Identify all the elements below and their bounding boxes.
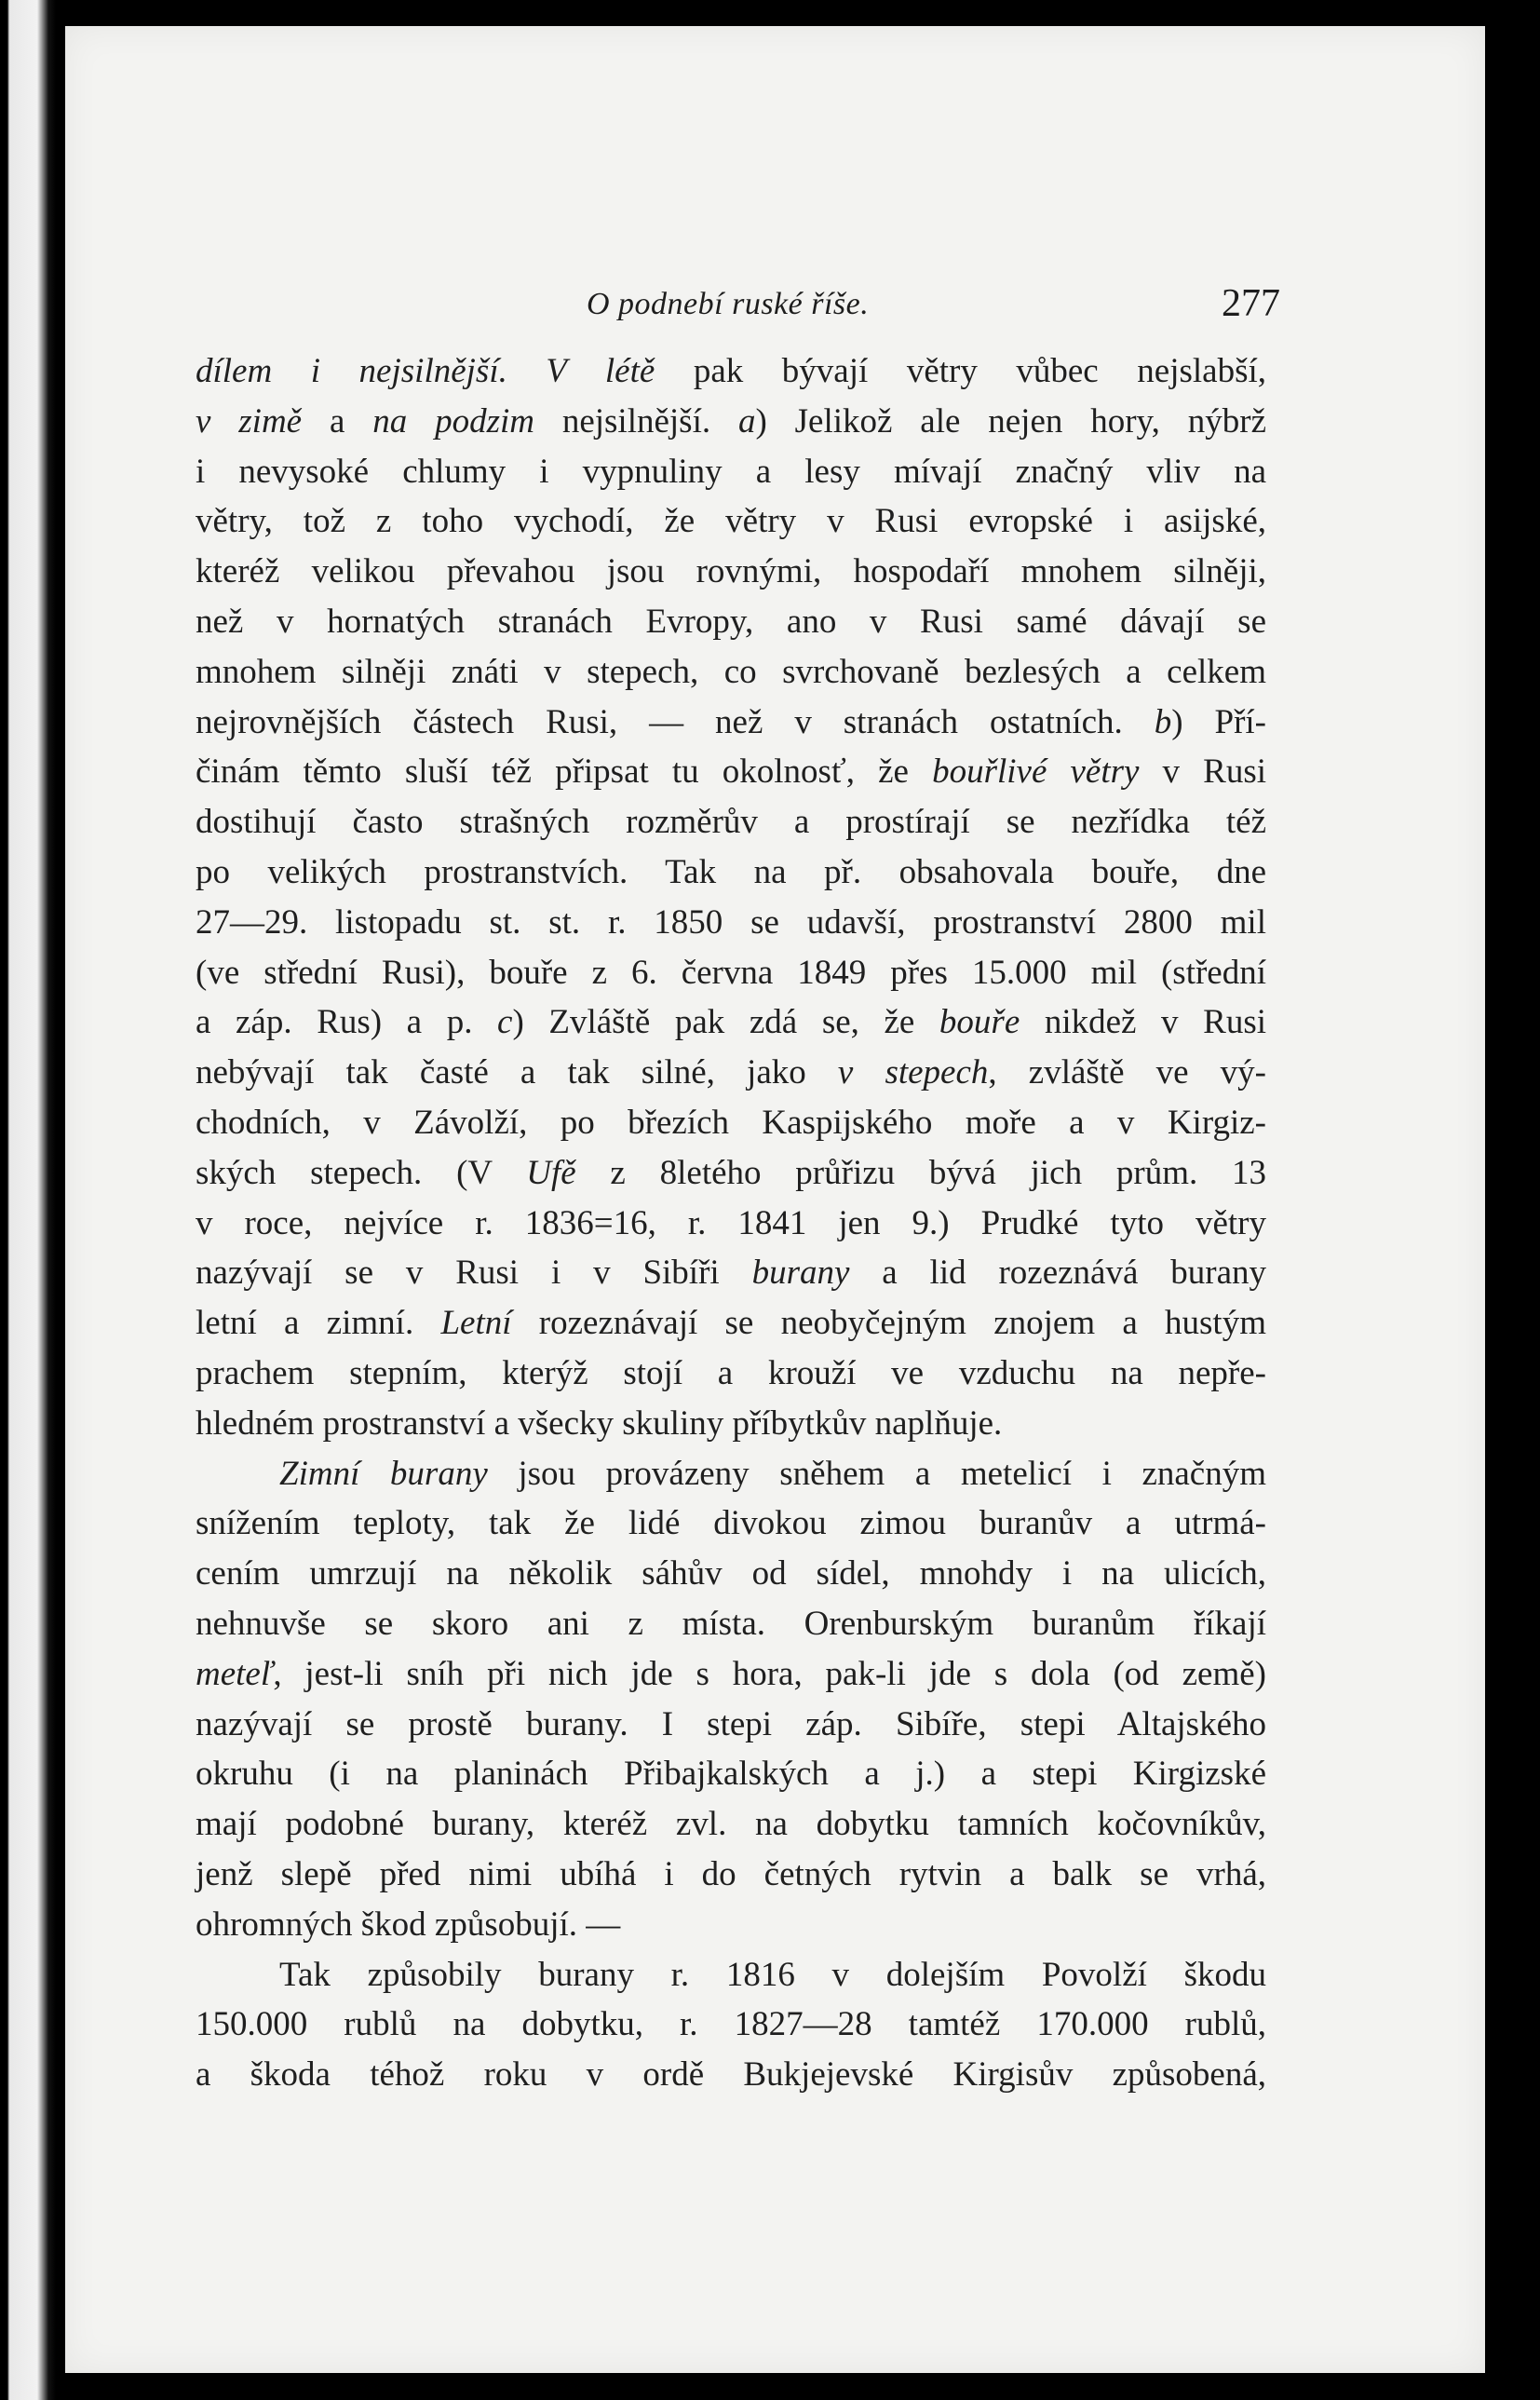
- text-segment: jsou provázeny sněhem a metelicí i značným: [487, 1454, 1266, 1493]
- text-segment: nebývají tak časté a tak silné, jako: [196, 1053, 838, 1092]
- page-number: 277: [1222, 282, 1280, 325]
- text-segment: letní a zimní.: [196, 1304, 441, 1343]
- italic-text: V létě: [546, 352, 655, 390]
- text-line: [196, 1449, 1266, 1499]
- running-title: O podnebí ruské říše.: [587, 287, 870, 321]
- text-line: [196, 847, 1266, 898]
- italic-text: burany: [751, 1254, 850, 1293]
- text-segment: (ve střední Rusi), bouře z 6. června 1849 přes 15.000 mil (střední: [196, 953, 1266, 992]
- text-line: [196, 1298, 1266, 1349]
- text-segment: pak bývají větry vůbec nejslabší,: [655, 352, 1267, 390]
- italic-text: v stepech: [837, 1053, 989, 1092]
- text-segment: chodních, v Závolží, po březích Kaspijského moře a v Kirgiz-: [196, 1103, 1266, 1142]
- text-line: [196, 1950, 1266, 2000]
- text-segment: z 8letého průřizu bývá jich prům. 13: [575, 1153, 1266, 1192]
- text-line: [196, 547, 1266, 597]
- text-line: [196, 1498, 1266, 1549]
- text-line: [196, 1399, 1266, 1449]
- text-segment: nazývají se prostě burany. I stepi záp. Sibíře, stepi Altajského: [196, 1704, 1266, 1743]
- text-segment: ) Zvláště pak zdá se, že: [512, 1003, 939, 1042]
- text-line: [196, 948, 1266, 998]
- text-line: [196, 597, 1266, 647]
- text-line: [196, 2000, 1266, 2050]
- text-line: [196, 346, 1266, 397]
- italic-text: a: [737, 401, 756, 441]
- text-line: [196, 1799, 1266, 1850]
- italic-text: bouře: [939, 1003, 1020, 1042]
- text-segment: nejsilnější.: [534, 401, 738, 441]
- text-segment: , jest-li sníh při nich jde s hora, pak-li jde s dola (od země): [273, 1654, 1266, 1693]
- text-line: [196, 1549, 1266, 1599]
- text-line: [196, 797, 1266, 847]
- text-line: [196, 496, 1266, 547]
- text-segment: nazývají se v Rusi i v Sibíři: [196, 1254, 752, 1293]
- page-header: [65, 266, 1485, 332]
- text-segment: mají podobné burany, kteréž zvl. na dobytku tamních kočovníkův,: [196, 1805, 1266, 1844]
- italic-text: Ufě: [526, 1153, 576, 1192]
- text-segment: a: [302, 401, 373, 441]
- text-segment: , zvláště ve vý-: [988, 1053, 1266, 1092]
- text-segment: i nevysoké chlumy i vypnuliny a lesy mívají značný vliv na: [196, 452, 1266, 491]
- text-segment: ) Jelikož ale nejen hory, nýbrž: [755, 401, 1266, 441]
- text-line: [196, 1749, 1266, 1799]
- text-line: [196, 997, 1266, 1048]
- text-segment: Tak způsobily burany r. 1816 v dolejším Povolží škodu: [279, 1955, 1266, 1994]
- italic-text: meteľ: [196, 1654, 274, 1693]
- italic-text: b: [1154, 702, 1172, 741]
- text-segment: ských stepech. (V: [196, 1153, 527, 1192]
- text-line: [196, 1048, 1266, 1098]
- text-segment: nejrovnějších částech Rusi, — než v stranách ostatních.: [196, 702, 1155, 741]
- text-line: [196, 898, 1266, 948]
- text-line: [196, 1148, 1266, 1199]
- text-segment: rozeznávají se neobyčejným znojem a hustým: [511, 1304, 1266, 1343]
- scan-border: [0, 0, 56, 2400]
- text-segment: nehnuvše se skoro ani z místa. Orenburským buranům říkají: [196, 1604, 1266, 1643]
- text-segment: větry, tož z toho vychodí, že větry v Rusi evropské i asijské,: [196, 502, 1266, 541]
- book-page: [65, 26, 1485, 2373]
- text-segment: hledném prostranství a všecky skuliny příbytkův naplňuje.: [196, 1403, 1003, 1443]
- text-segment: cením umrzují na několik sáhův od sídel, mnohdy i na ulicích,: [196, 1554, 1266, 1593]
- text-line: [196, 1199, 1266, 1249]
- text-segment: prachem stepním, kterýž stojí a krouží ve vzduchu na nepře-: [196, 1353, 1266, 1392]
- text-segment: a lid rozeznává burany: [849, 1254, 1266, 1293]
- text-segment: v Rusi: [1139, 753, 1267, 792]
- text-line: [196, 397, 1266, 447]
- text-segment: jenž slepě před nimi ubíhá i do četných rytvin a balk se vrhá,: [196, 1854, 1266, 1893]
- text-segment: a škoda téhož roku v ordě Bukjejevské Kirgisův způsobená,: [196, 2055, 1266, 2095]
- text-line: [196, 1098, 1266, 1148]
- text-segment: mnohem silněji znáti v stepech, co svrchovaně bezlesých a celkem: [196, 652, 1266, 691]
- text-segment: 27—29. listopadu st. st. r. 1850 se udavší, prostranství 2800 mil: [196, 902, 1266, 942]
- text-segment: činám těmto sluší též připsat tu okolnosť, že: [196, 753, 933, 792]
- text-line: [196, 1248, 1266, 1298]
- italic-text: bouřlivé větry: [932, 753, 1140, 792]
- italic-text: Zimní burany: [279, 1454, 488, 1493]
- text-line: [196, 1700, 1266, 1750]
- text-segment: ohromných škod způsobují. —: [196, 1905, 621, 1944]
- text-line: [196, 2050, 1266, 2100]
- text-segment: 150.000 rublů na dobytku, r. 1827—28 tamtéž 170.000 rublů,: [196, 2005, 1266, 2044]
- italic-text: v zimě: [196, 401, 303, 441]
- text-line: [196, 747, 1266, 797]
- text-line: [196, 1599, 1266, 1649]
- text-line: [196, 698, 1266, 748]
- text-line: [196, 1349, 1266, 1399]
- text-segment: než v hornatých stranách Evropy, ano v Rusi samé dávají se: [196, 602, 1266, 641]
- text-segment: a záp. Rus) a p.: [196, 1003, 498, 1042]
- text-segment: nikdež v Rusi: [1020, 1003, 1266, 1042]
- italic-text: dílem i nejsilnější.: [196, 352, 507, 390]
- italic-text: na podzim: [372, 401, 534, 441]
- italic-text: c: [497, 1003, 513, 1042]
- text-line: [196, 1850, 1266, 1900]
- text-line: [196, 1900, 1266, 1950]
- text-segment: v roce, nejvíce r. 1836=16, r. 1841 jen 9.) Prudké tyto větry: [196, 1203, 1266, 1242]
- italic-text: Letní: [440, 1304, 512, 1343]
- text-segment: po velikých prostranstvích. Tak na př. obsahovala bouře, dne: [196, 852, 1266, 891]
- text-segment: okruhu (i na planinách Přibajkalských a j.) a stepi Kirgizské: [196, 1755, 1266, 1794]
- text-segment: kteréž velikou převahou jsou rovnými, hospodaří mnohem silněji,: [196, 552, 1266, 591]
- text-segment: ) Pří-: [1171, 702, 1266, 741]
- text-line: [196, 647, 1266, 698]
- text-line: [196, 447, 1266, 497]
- text-segment: dostihují často strašných rozměrův a prostírají se nezřídka též: [196, 803, 1266, 842]
- body-text: [196, 346, 1266, 2100]
- text-line: [196, 1649, 1266, 1700]
- text-segment: snížením teploty, tak že lidé divokou zimou buranův a utrmá-: [196, 1504, 1266, 1543]
- text-segment: [507, 352, 547, 390]
